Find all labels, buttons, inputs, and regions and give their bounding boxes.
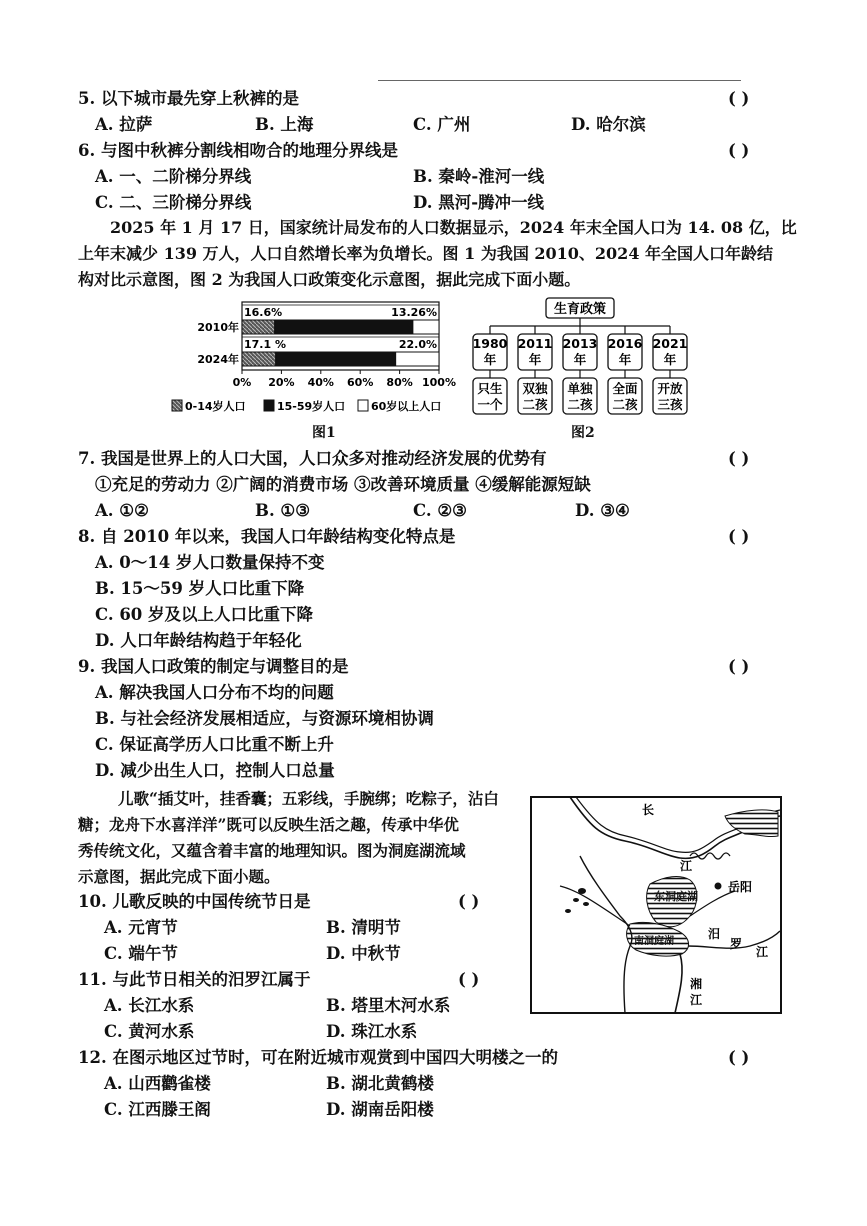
intro2-line4: 示意图，据此完成下面小题。	[78, 867, 280, 886]
q9-stem: 9. 我国人口政策的制定与调整目的是	[78, 657, 349, 676]
tick-label-3: 60%	[347, 376, 374, 389]
q12-option-d[interactable]: D. 湖南岳阳楼	[326, 1100, 434, 1119]
q12-option-c[interactable]: C. 江西滕王阁	[104, 1100, 211, 1119]
year-text-4-0: 2021	[652, 336, 688, 351]
q8-option-b[interactable]: B. 15～59 岁人口比重下降	[95, 579, 305, 598]
data-label-left-1: 17.1 %	[244, 338, 286, 351]
map-label-jiang2: 江	[756, 945, 769, 959]
bar-1-0	[242, 352, 276, 366]
tick-label-0: 0%	[232, 376, 252, 389]
policy-text-3-0: 全面	[612, 381, 638, 396]
bar-0-1	[275, 320, 413, 334]
policy-text-3-1: 二孩	[612, 397, 638, 412]
q10-stem: 10. 儿歌反映的中国传统节日是	[78, 892, 311, 911]
q6-option-a[interactable]: A. 一、二阶梯分界线	[95, 167, 252, 186]
q9-answer-paren[interactable]: ( )	[728, 657, 750, 676]
policy-text-2-0: 单独	[567, 381, 593, 396]
year-text-1-0: 2011	[517, 336, 553, 351]
intro2-line2: 糖；龙舟下水喜洋洋”既可以反映生活之趣，传承中华优	[78, 815, 459, 834]
q5-option-a[interactable]: A. 拉萨	[95, 115, 153, 134]
map-label-jiang3: 江	[690, 993, 703, 1007]
q7-option-d[interactable]: D. ③④	[575, 501, 630, 520]
policy-diagram	[468, 296, 688, 421]
map-label-xiang: 湘	[690, 977, 703, 991]
q11-option-a[interactable]: A. 长江水系	[104, 996, 195, 1015]
map-label-south-lake: 南洞庭湖	[634, 936, 674, 947]
data-label-right-1: 22.0%	[398, 338, 437, 351]
q8-answer-paren[interactable]: ( )	[728, 527, 750, 546]
q10-option-c[interactable]: C. 端午节	[104, 944, 178, 963]
policy-root-label: 生育政策	[553, 302, 607, 317]
policy-text-1-1: 二孩	[522, 397, 548, 412]
fig1-caption: 图1	[312, 425, 336, 441]
policy-text-1-0: 双独	[522, 381, 548, 396]
q11-option-b[interactable]: B. 塔里木河水系	[326, 996, 451, 1015]
policy-text-0-0: 只生	[477, 381, 503, 396]
intro1-line3: 构对比示意图，图 2 为我国人口政策变化示意图，据此完成下面小题。	[78, 270, 581, 289]
bar-0-0	[242, 320, 275, 334]
map-label-chang: 长	[642, 803, 655, 817]
legend-swatch-1	[264, 400, 274, 411]
q11-option-d[interactable]: D. 珠江水系	[326, 1022, 418, 1041]
intro1-line1: 2025 年 1 月 17 日，国家统计局发布的人口数据显示，2024 年末全国人口为 14. 08 亿，比	[110, 218, 797, 237]
q7-option-a[interactable]: A. ①②	[95, 501, 149, 520]
q12-answer-paren[interactable]: ( )	[728, 1048, 750, 1067]
yueyang-marker	[715, 883, 722, 890]
q8-option-c[interactable]: C. 60 岁及以上人口比重下降	[95, 605, 314, 624]
q6-option-d[interactable]: D. 黑河-腾冲一线	[413, 193, 545, 212]
q10-option-b[interactable]: B. 清明节	[326, 918, 401, 937]
q7-option-b[interactable]: B. ①③	[255, 501, 311, 520]
q9-option-a[interactable]: A. 解决我国人口分布不均的问题	[95, 683, 334, 702]
intro1-line2: 上年末减少 139 万人，人口自然增长率为负增长。图 1 为我国 2010、2024 年全国人口年龄结	[78, 244, 774, 263]
year-text-0-1: 年	[483, 352, 497, 367]
policy-text-2-1: 二孩	[567, 397, 593, 412]
q7-answer-paren[interactable]: ( )	[728, 449, 750, 468]
bar-1-1	[276, 352, 396, 366]
q12-option-b[interactable]: B. 湖北黄鹤楼	[326, 1074, 434, 1093]
q6-answer-paren[interactable]: ( )	[728, 141, 750, 160]
map-label-jiang1: 江	[680, 859, 693, 873]
policy-text-4-0: 开放	[657, 381, 683, 396]
q9-option-c[interactable]: C. 保证高学历人口比重不断上升	[95, 735, 334, 754]
q10-answer-paren[interactable]: ( )	[458, 892, 480, 911]
q9-option-b[interactable]: B. 与社会经济发展相适应，与资源环境相协调	[95, 709, 434, 728]
year-text-3-0: 2016	[607, 336, 643, 351]
year-text-1-1: 年	[528, 352, 542, 367]
q10-option-d[interactable]: D. 中秋节	[326, 944, 401, 963]
fig2-caption: 图2	[571, 425, 595, 441]
map-label-luo: 罗	[730, 937, 743, 951]
year-label-0: 2010年	[197, 321, 239, 334]
q6-option-b[interactable]: B. 秦岭-淮河一线	[413, 167, 545, 186]
q6-option-c[interactable]: C. 二、三阶梯分界线	[95, 193, 252, 212]
policy-text-4-1: 三孩	[657, 397, 683, 412]
map-label-yueyang: 岳阳	[728, 880, 753, 894]
data-label-right-0: 13.26%	[391, 306, 437, 319]
policy-text-0-1: 一个	[477, 397, 503, 412]
dongting-lake-map	[530, 796, 782, 1014]
q7-items: ①充足的劳动力 ②广阔的消费市场 ③改善环境质量 ④缓解能源短缺	[95, 475, 591, 494]
q5-option-b[interactable]: B. 上海	[255, 115, 314, 134]
map-label-mi: 汨	[708, 927, 721, 941]
q7-stem: 7. 我国是世界上的人口大国，人口众多对推动经济发展的优势有	[78, 449, 547, 468]
year-text-3-1: 年	[618, 352, 632, 367]
q8-option-a[interactable]: A. 0～14 岁人口数量保持不变	[95, 553, 325, 572]
q12-option-a[interactable]: A. 山西鹳雀楼	[104, 1074, 211, 1093]
tick-label-1: 20%	[268, 376, 295, 389]
tick-label-5: 100%	[422, 376, 456, 389]
year-text-2-1: 年	[573, 352, 587, 367]
q11-stem: 11. 与此节日相关的汨罗江属于	[78, 970, 311, 989]
q5-option-c[interactable]: C. 广州	[413, 115, 471, 134]
data-label-left-0: 16.6%	[244, 306, 283, 319]
tick-label-2: 40%	[307, 376, 334, 389]
q7-option-c[interactable]: C. ②③	[413, 501, 467, 520]
q5-option-d[interactable]: D. 哈尔滨	[571, 115, 646, 134]
q5-stem: 5. 以下城市最先穿上秋裤的是	[78, 89, 299, 108]
bar-1-2	[396, 352, 439, 366]
legend-label-0: 0-14岁人口	[185, 400, 246, 413]
header-rule	[378, 80, 741, 81]
tick-label-4: 80%	[386, 376, 413, 389]
q10-option-a[interactable]: A. 元宵节	[104, 918, 178, 937]
legend-label-1: 15-59岁人口	[277, 400, 346, 413]
legend-swatch-0	[172, 400, 182, 411]
legend-label-2: 60岁以上人口	[371, 400, 442, 413]
intro2-line1: 儿歌“插艾叶，挂香囊；五彩线，手腕绑；吃粽子，沾白	[118, 789, 499, 808]
q9-option-d[interactable]: D. 减少出生人口，控制人口总量	[95, 761, 335, 780]
year-text-4-1: 年	[663, 352, 677, 367]
q11-option-c[interactable]: C. 黄河水系	[104, 1022, 195, 1041]
intro2-line3: 秀传统文化，又蕴含着丰富的地理知识。图为洞庭湖流域	[78, 841, 466, 860]
year-text-0-0: 1980	[472, 336, 508, 351]
q6-stem: 6. 与图中秋裤分割线相吻合的地理分界线是	[78, 141, 398, 160]
q12-stem: 12. 在图示地区过节时，可在附近城市观赏到中国四大明楼之一的	[78, 1048, 558, 1067]
population-age-chart	[168, 296, 468, 441]
map-label-east-lake: 东洞庭湖	[654, 890, 698, 903]
q5-answer-paren[interactable]: ( )	[728, 89, 750, 108]
bar-0-2	[413, 320, 439, 334]
year-label-1: 2024年	[197, 353, 239, 366]
year-text-2-0: 2013	[562, 336, 598, 351]
q8-stem: 8. 自 2010 年以来，我国人口年龄结构变化特点是	[78, 527, 456, 546]
q11-answer-paren[interactable]: ( )	[458, 970, 480, 989]
q8-option-d[interactable]: D. 人口年龄结构趋于年轻化	[95, 631, 302, 650]
legend-swatch-2	[358, 400, 368, 411]
